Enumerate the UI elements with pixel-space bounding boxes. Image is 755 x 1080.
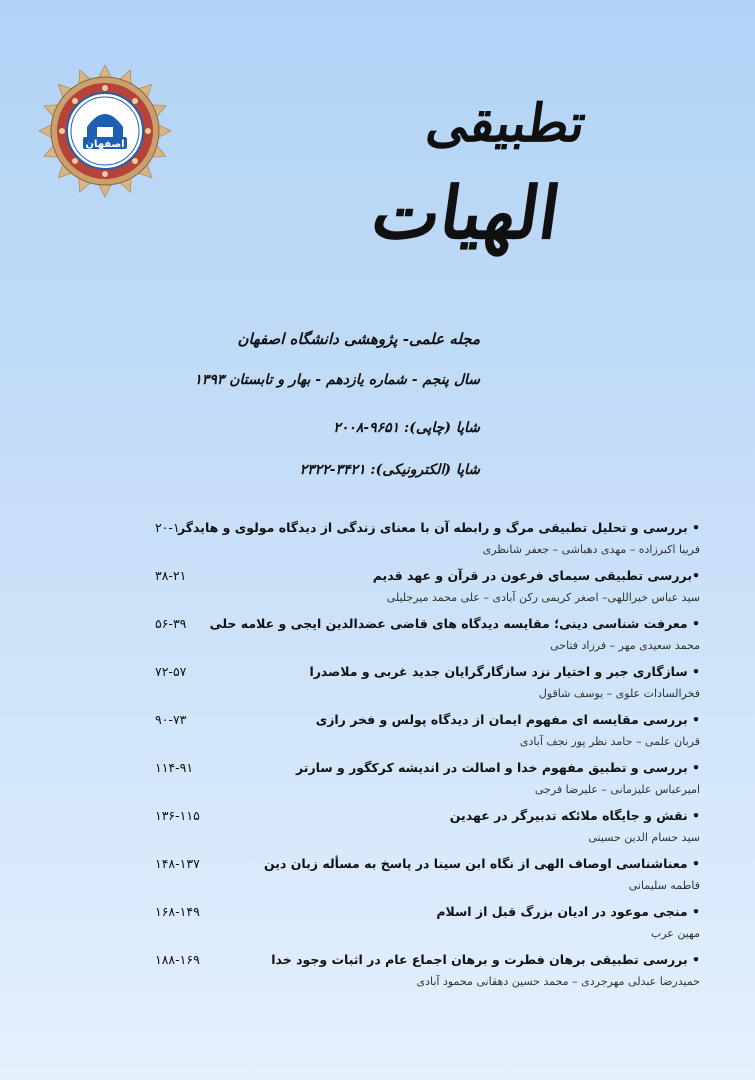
article-authors: سید عباس خیراللهی– اصغر کریمی رکن آبادی – علی محمد میرجلیلی — [386, 591, 700, 604]
journal-title-line2: الهیات — [367, 170, 566, 255]
article-authors: امیرعباس علیزمانی – علیرضا فرجی — [534, 783, 700, 796]
article-pages: ۹۰-۷۳ — [155, 712, 187, 727]
article-authors: محمد سعیدی مهر – فرزاد فتاحی — [550, 639, 700, 652]
issn-online: شاپا (الکترونیکی): ۳۴۲۱-۲۳۲۲ — [299, 462, 480, 478]
table-of-contents — [155, 520, 700, 1000]
article-title: • سازگاری جبر و اختیار نزد سازگارگرایان جدید غربی و ملاصدرا — [309, 664, 700, 679]
issue-info: سال پنجم - شماره یازدهم - بهار و تابستان ۱۳۹۳ — [194, 372, 480, 388]
article-title: • معناشناسی اوصاف الهی از نگاه ابن سینا در پاسخ به مسأله زبان دین — [264, 856, 700, 871]
article-pages: ۱۱۴-۹۱ — [155, 760, 194, 775]
article-title: •بررسی تطبیقی سیمای فرعون در قرآن و عهد قدیم — [372, 568, 700, 583]
article-pages: ۳۸-۲۱ — [155, 568, 187, 583]
issn-print: شاپا (چاپی): ۹۶۵۱-۲۰۰۸ — [333, 420, 480, 436]
article-pages: ۱۴۸-۱۳۷ — [155, 856, 200, 871]
article-authors: سید حسام الدین حسینی — [588, 831, 700, 844]
article-title: • بررسی تطبیقی برهان فطرت و برهان اجماع عام در اثبات وجود خدا — [271, 952, 700, 967]
article-pages: ۲۰-۱ — [155, 520, 180, 535]
article-title: • معرفت شناسی دینی؛ مقایسه دیدگاه های قاضی عضدالدین ایجی و علامه حلی — [209, 616, 700, 631]
article-pages: ۱۶۸-۱۴۹ — [155, 904, 200, 919]
article-title: • منجی موعود در ادیان بزرگ قبل از اسلام — [436, 904, 700, 919]
article-entry — [155, 568, 700, 616]
article-pages: ۱۳۶-۱۱۵ — [155, 808, 200, 823]
article-authors: حمیدرضا عبدلی مهرجردی – محمد حسین دهقانی محمود آبادی — [416, 975, 700, 988]
article-entry — [155, 520, 700, 568]
article-entry — [155, 952, 700, 1000]
article-entry — [155, 712, 700, 760]
article-entry — [155, 616, 700, 664]
journal-title — [230, 85, 590, 285]
article-pages: ۷۲-۵۷ — [155, 664, 187, 679]
article-entry — [155, 664, 700, 712]
article-entry — [155, 808, 700, 856]
article-entry — [155, 856, 700, 904]
article-pages: ۱۸۸-۱۶۹ — [155, 952, 200, 967]
article-authors: فخرالسادات علوی – یوسف شاقول — [538, 687, 700, 700]
article-title: • بررسی و تطبیق مفهوم خدا و اصالت در اندیشه کرکگور و سارتر — [295, 760, 700, 775]
article-entry — [155, 760, 700, 808]
article-title: • بررسی مقایسه ای مفهوم ایمان از دیدگاه پولس و فخر رازی — [315, 712, 700, 727]
article-title: • نقش و جایگاه ملائکه تدبیرگر در عهدین — [449, 808, 700, 823]
article-entry — [155, 904, 700, 952]
article-authors: فاطمه سلیمانی — [628, 879, 700, 892]
svg-text:اصفهان: اصفهان — [85, 139, 125, 150]
article-title: • بررسی و تحلیل تطبیقی مرگ و رابطه آن با معنای زندگی از دیدگاه مولوی و هایدگر — [177, 520, 700, 535]
university-emblem-icon — [37, 63, 173, 199]
journal-title-line1: تطبیقی — [422, 93, 590, 154]
journal-subtitle: مجله علمی- پژوهشی دانشگاه اصفهان — [237, 330, 480, 348]
article-pages: ۵۶-۳۹ — [155, 616, 187, 631]
article-authors: فریبا اکبرزاده – مهدی دهباشی – جعفر شانظری — [482, 543, 700, 556]
article-authors: مهین عرب — [650, 927, 700, 940]
article-authors: قربان علمی – حامد نظر پور نجف آبادی — [519, 735, 700, 748]
